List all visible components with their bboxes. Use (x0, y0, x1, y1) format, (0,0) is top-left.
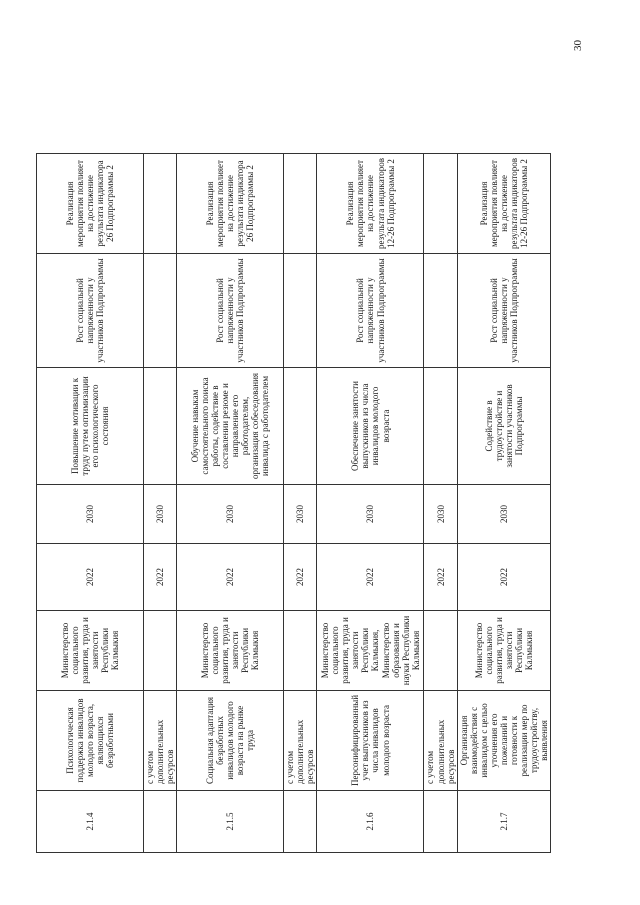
cell-link: Реализация мероприятия повлияет на достижение результата индикаторов 12-26 Подпрограммы 2 (457, 153, 551, 253)
cell-consequence (144, 253, 177, 367)
cell-result: Обучение навыкам самостоятельного поиска работы, содействие в составлении резюме и направление его работодателям, организация собеседования инвалида с работодателем (177, 367, 284, 484)
cell-title: с учетом дополнительных ресурсов (284, 690, 317, 790)
cell-consequence: Рост социальной напряженности у участников Подпрограммы (37, 253, 144, 367)
table-row (177, 153, 284, 852)
cell-start: 2022 (317, 543, 424, 610)
cell-start: 2022 (457, 543, 551, 610)
cell-result (284, 367, 317, 484)
cell-title: Психологическая поддержка инвалидов молодого возраста, являющихся безработными (37, 690, 144, 790)
cell-consequence: Рост социальной напряженности у участников Подпрограммы (457, 253, 551, 367)
cell-executor: Министерство социального развития, труда и занятости Республики Калмыкия (37, 610, 144, 690)
cell-start: 2022 (177, 543, 284, 610)
cell-result: Повышение мотивации к труду путем оптимизации его психологического состояния (37, 367, 144, 484)
cell-num: 2.1.7 (457, 791, 551, 853)
cell-link: Реализация мероприятия повлияет на достижение результата индикатора 26 Подпрограммы 2 (177, 153, 284, 253)
cell-executor: Министерство социального развития, труда и занятости Республики Калмыкия (457, 610, 551, 690)
cell-executor: Министерство социального развития, труда и занятости Республики Калмыкия, Министерство образования и науки Республики Калмыкия (317, 610, 424, 690)
cell-title: Социальная адаптация безработных инвалидов молодого возраста на рынке труда (177, 690, 284, 790)
cell-end: 2030 (424, 484, 457, 543)
cell-start: 2022 (37, 543, 144, 610)
program-activities-table (36, 153, 551, 853)
cell-link (284, 153, 317, 253)
table-row (37, 153, 144, 852)
cell-num: 2.1.5 (177, 791, 284, 853)
cell-num (144, 791, 177, 853)
cell-link: Реализация мероприятия повлияет на достижение результата индикатора 26 Подпрограммы 2 (37, 153, 144, 253)
cell-consequence: Рост социальной напряженности у участников Подпрограммы (317, 253, 424, 367)
cell-title: Персонифицированный учет выпускников из числа инвалидов молодого возраста (317, 690, 424, 790)
table-row (284, 153, 317, 852)
cell-result: Обеспечение занятости выпускников из числа инвалидов молодого возраста (317, 367, 424, 484)
cell-title: с учетом дополнительных ресурсов (424, 690, 457, 790)
page-number: 30 (572, 40, 584, 51)
cell-result (144, 367, 177, 484)
cell-executor (424, 610, 457, 690)
cell-end: 2030 (177, 484, 284, 543)
table-row (317, 153, 424, 852)
cell-start: 2022 (144, 543, 177, 610)
cell-result (424, 367, 457, 484)
cell-num (424, 791, 457, 853)
cell-executor (144, 610, 177, 690)
cell-end: 2030 (457, 484, 551, 543)
cell-end: 2030 (317, 484, 424, 543)
cell-start: 2022 (424, 543, 457, 610)
cell-consequence (284, 253, 317, 367)
cell-link (424, 153, 457, 253)
cell-link (144, 153, 177, 253)
table-row (424, 153, 457, 852)
cell-num (284, 791, 317, 853)
cell-num: 2.1.4 (37, 791, 144, 853)
cell-consequence: Рост социальной напряженности у участников Подпрограммы (177, 253, 284, 367)
cell-end: 2030 (37, 484, 144, 543)
cell-executor (284, 610, 317, 690)
cell-executor: Министерство социального развития, труда и занятости Республики Калмыкия (177, 610, 284, 690)
cell-end: 2030 (284, 484, 317, 543)
cell-num: 2.1.6 (317, 791, 424, 853)
cell-consequence (424, 253, 457, 367)
cell-title: с учетом дополнительных ресурсов (144, 690, 177, 790)
cell-result: Содействие в трудоустройстве и занятости участников Подпрограммы (457, 367, 551, 484)
cell-start: 2022 (284, 543, 317, 610)
cell-title: Организация взаимодействия с инвалидом с целью уточнения его пожеланий и готовности к реализации мер по трудоустройству, выявления (457, 690, 551, 790)
table-body (37, 153, 551, 852)
table-row (144, 153, 177, 852)
cell-link: Реализация мероприятия повлияет на достижение результата индикаторов 12-26 Подпрограммы 2 (317, 153, 424, 253)
cell-end: 2030 (144, 484, 177, 543)
table-row (457, 153, 551, 852)
